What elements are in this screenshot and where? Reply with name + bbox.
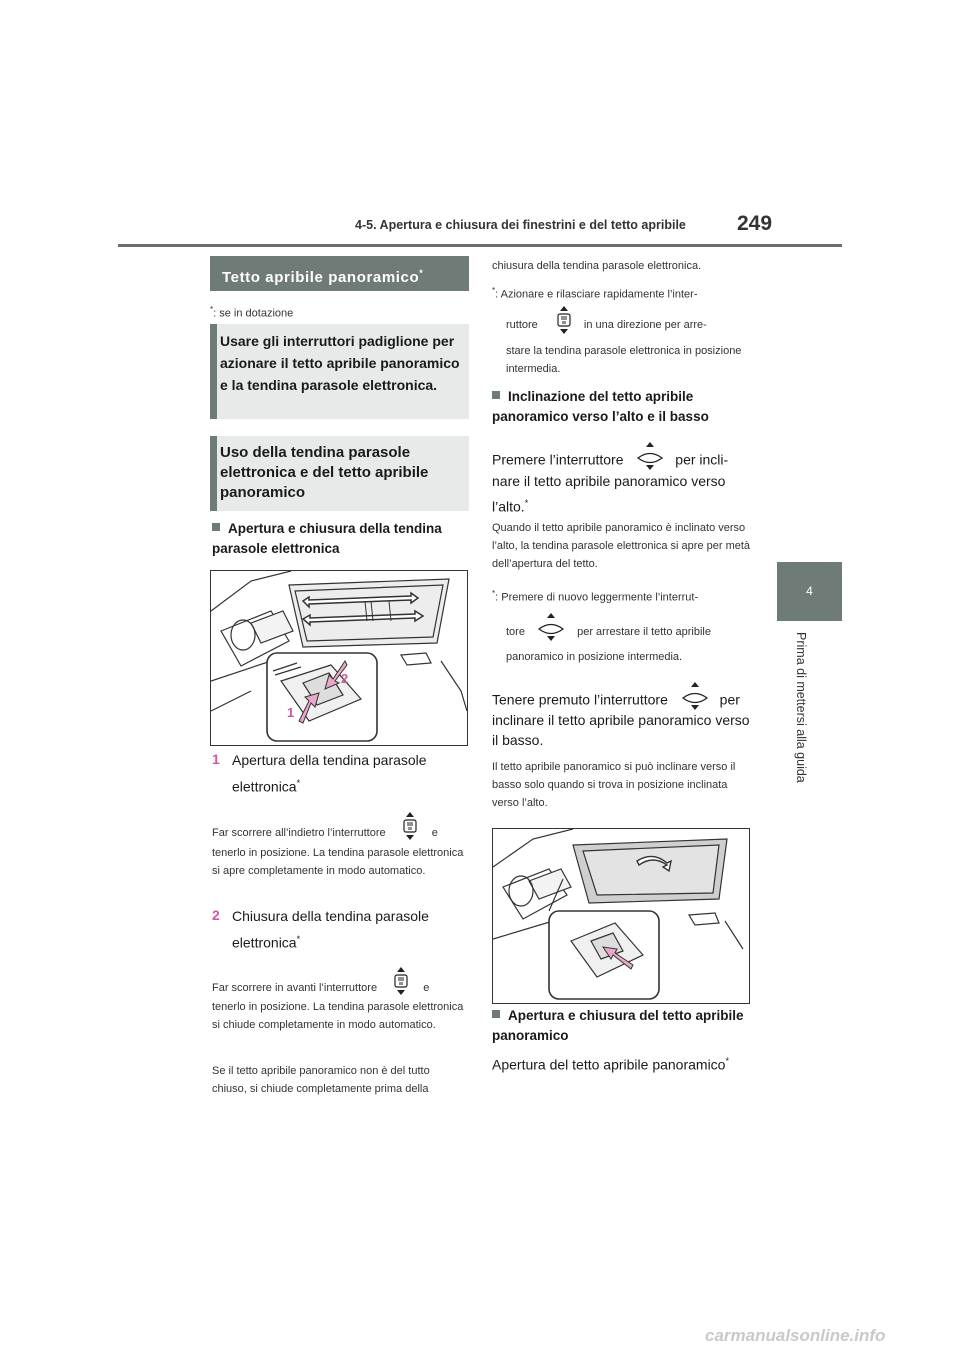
- fn1-b-pre: ruttore: [506, 318, 538, 331]
- subheading-shade-text: Apertura e chiusura della tendina parasole elettronica: [212, 521, 442, 556]
- tilt-up-continuation: [492, 470, 754, 518]
- footnote-2-line-3: panoramico in posizione intermedia.: [506, 651, 683, 663]
- footnote-2-line-2: [506, 614, 756, 650]
- slide-switch-icon: [392, 966, 410, 1002]
- right-continuation: chiusura della tendina parasole elettronica.: [492, 260, 702, 272]
- item-1-detail-a: Far scorrere all’indietro l’interruttore: [212, 826, 386, 839]
- item-2-number: [212, 905, 220, 926]
- item-2-title: [232, 905, 462, 955]
- footnote-2-line-1: [492, 585, 754, 607]
- open-roof-heading: [492, 1051, 754, 1076]
- p3-post: per: [719, 691, 740, 708]
- note-text: : se in dotazione: [213, 307, 294, 320]
- tilt-down-continuation: inclinare il tetto apribile panoramico verso il basso.: [492, 712, 750, 748]
- tilt-switch-icon: [536, 612, 566, 648]
- bullet-square: [212, 523, 220, 531]
- item-2-num: 2: [212, 907, 220, 923]
- fn1-star: *: [492, 286, 496, 295]
- subheading-open-close: [492, 1006, 754, 1046]
- left-closing-text: Se il tetto apribile panoramico non è del tutto chiuso, si chiude completamente prima della: [212, 1065, 430, 1095]
- p5-text: Apertura del tetto apribile panoramico: [492, 1056, 726, 1073]
- summary-box-bar: [210, 324, 217, 419]
- footnote-1-line-1: [492, 282, 752, 304]
- watermark: carmanualsonline.info: [705, 1326, 886, 1345]
- p1-rest: nare il tetto apribile panoramico verso l’alto.: [492, 473, 726, 515]
- subheading-open-close-text: Apertura e chiusura del tetto apribile panoramico: [492, 1008, 744, 1043]
- fn2-a: : Premere di nuovo leggermente l’interrut-: [495, 591, 699, 604]
- topic-box-bar: [210, 436, 217, 511]
- subheading-tilt: [492, 387, 754, 427]
- item-2-detail: tenerlo in posizione. La tendina parasole elettronica si chiude completamente in modo automatico.: [212, 1001, 464, 1031]
- fn1-b-post: in una direzione per arre-: [583, 318, 707, 331]
- fn2-star: *: [492, 589, 496, 598]
- chapter-label: [794, 632, 808, 802]
- availability-note: [210, 305, 293, 320]
- item-2-text: Chiusura della tendina parasole elettronica: [232, 908, 429, 951]
- item-1-detail-e: e: [431, 826, 438, 839]
- banner-title: Tetto apribile panoramico: [222, 269, 420, 286]
- p5-star: *: [725, 1056, 729, 1066]
- slide-switch-icon: [401, 811, 419, 847]
- item-1-title: [232, 749, 462, 799]
- section-banner: [210, 256, 469, 291]
- topic-box: [210, 436, 469, 511]
- sunshade-illustration-svg: [211, 571, 467, 745]
- summary-box: [210, 324, 469, 419]
- item-1-num: 1: [212, 751, 220, 767]
- item-2-star: *: [296, 934, 301, 944]
- subheading-shade: [212, 519, 467, 559]
- fig1-label-2: 2: [341, 671, 349, 686]
- item-1-star: *: [296, 778, 301, 788]
- fn1-a: : Azionare e rilasciare rapidamente l’inter-: [495, 288, 698, 301]
- fn2-b-post: per arrestare il tetto apribile: [577, 625, 711, 638]
- subheading-tilt-text: Inclinazione del tetto apribile panoramico verso l’alto e il basso: [492, 389, 709, 424]
- header-rule: [118, 244, 842, 247]
- tilt-down-note: Il tetto apribile panoramico si può inclinare verso il basso solo quando si trova in posizione inclinata verso l’alto.: [492, 761, 736, 809]
- topic-text: Uso della tendina parasole elettronica e del tetto apribile panoramico: [220, 444, 429, 501]
- summary-text: Usare gli interruttori padiglione per azionare il tetto apribile panoramico e la tendina parasole elettronica.: [220, 333, 460, 393]
- tilt-up-note: Quando il tetto apribile panoramico è inclinato verso l’alto, la tendina parasole elettronica si apre per metà dell’apertura del tetto.: [492, 522, 751, 570]
- chapter-label-text: Prima di mettersi alla guida: [794, 632, 808, 783]
- page-number: 249: [737, 212, 773, 235]
- note-star: *: [210, 305, 214, 314]
- footnote-1-line-2: [506, 307, 756, 343]
- item-1-text: Apertura della tendina parasole elettronica: [232, 752, 427, 795]
- slide-switch-icon: [555, 305, 573, 341]
- banner-asterisk: *: [419, 268, 424, 278]
- fn2-b-pre: tore: [506, 625, 525, 638]
- footnote-1-line-3: stare la tendina parasole elettronica in posizione intermedia.: [506, 345, 742, 375]
- p3-pre: Tenere premuto l’interruttore: [492, 691, 668, 708]
- p1-star: *: [524, 498, 529, 508]
- tilt-illustration-svg: [493, 829, 749, 1003]
- sunshade-illustration: [210, 570, 468, 746]
- chapter-number: 4: [806, 584, 813, 598]
- bullet-square: [492, 391, 500, 399]
- p1-post: per incli-: [675, 451, 729, 468]
- item-1-number: [212, 749, 220, 770]
- item-2-detail-a: Far scorrere in avanti l’interruttore: [212, 981, 378, 994]
- tilt-illustration: [492, 828, 750, 1004]
- p1-pre: Premere l’interruttore: [492, 451, 624, 468]
- fig1-label-1: 1: [287, 705, 295, 720]
- item-2-detail-e: e: [423, 981, 430, 994]
- item-1-detail: tenerlo in posizione. La tendina parasole elettronica si apre completamente in modo automatico.: [212, 847, 464, 877]
- bullet-square: [492, 1010, 500, 1018]
- section-title: 4-5. Apertura e chiusura dei finestrini e del tetto apribile: [355, 218, 686, 232]
